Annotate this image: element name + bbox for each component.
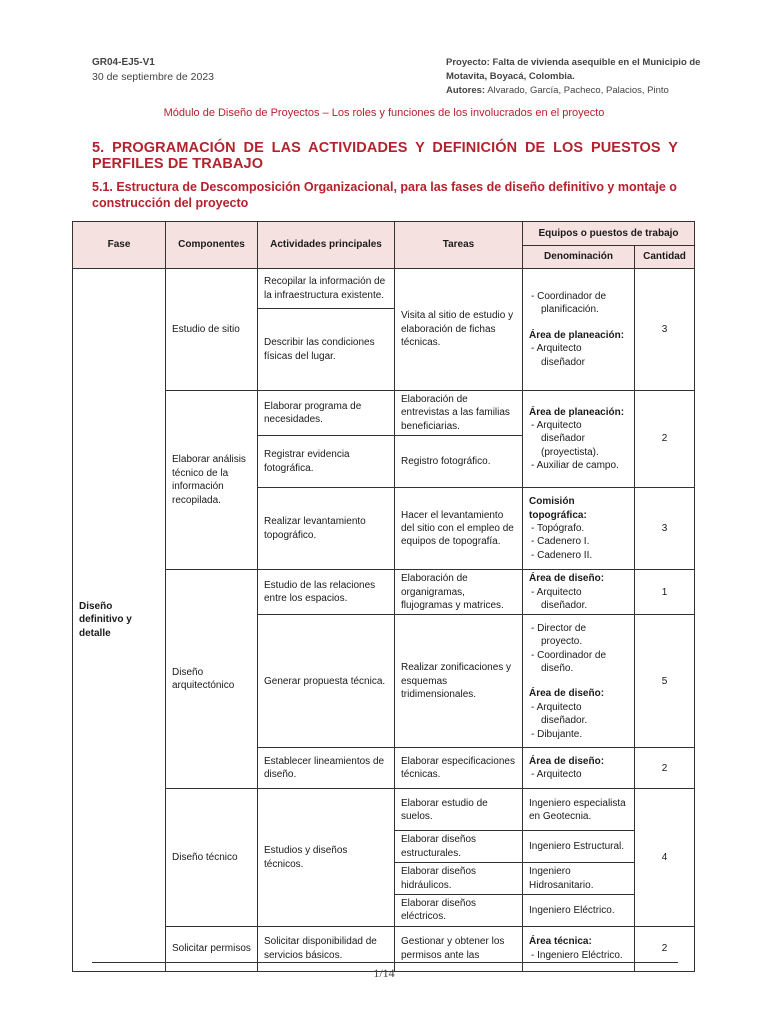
activity-cell: Recopilar la información de la infraestructura existente. [258,269,395,309]
role-group: Área de diseño: [529,756,605,768]
role-cell [523,391,635,488]
header-componentes: Componentes [166,222,258,269]
task-cell: Elaborar estudio de suelos. [395,789,523,831]
role-item: - Arquitecto diseñador. [529,701,628,728]
header-actividades: Actividades principales [258,222,395,269]
role-item: - Cadenero II. [529,549,628,562]
activity-cell: Describir las condiciones físicas del lugar. [258,309,395,391]
project-label: Proyecto: [446,57,490,68]
role-item: - Coordinador de planificación. [529,290,628,317]
role-group: Comisión topográfica: [529,496,587,521]
activity-cell: Registrar evidencia fotográfica. [258,436,395,488]
component-cell: Diseño arquitectónico [166,570,258,789]
activity-cell: Realizar levantamiento topográfico. [258,488,395,570]
quantity-cell: 3 [635,269,695,391]
authors-value: Alvarado, García, Pacheco, Palacios, Pinto [487,85,669,96]
role-item: - Arquitecto diseñador [529,342,628,369]
role-item: - Director de proyecto. [529,622,628,649]
role-cell: Ingeniero Estructural. [523,831,635,863]
header-fase: Fase [73,222,166,269]
header-cantidad: Cantidad [635,246,695,269]
document-date: 30 de septiembre de 2023 [92,71,215,83]
role-group: Área de planeación: [529,406,625,418]
organizational-breakdown-table [72,221,695,972]
role-group: Área de diseño: [529,573,605,585]
header-tareas: Tareas [395,222,523,269]
role-cell: Ingeniero Eléctrico. [523,895,635,927]
authors-label: Autores: [446,85,486,96]
role-group: Área de diseño: [529,688,605,700]
page-number: 1/14 [373,966,395,980]
role-item: - Coordinador de diseño. [529,649,628,676]
subsection-heading: 5.1. Estructura de Descomposición Organizacional, para las fases de diseño definitivo y montaje o construcción del proyecto [92,180,677,210]
task-cell: Realizar zonificaciones y esquemas tridimensionales. [395,615,523,748]
role-item: - Cadenero I. [529,535,628,548]
role-item: - Ingeniero Eléctrico. [529,949,628,962]
role-item: - Arquitecto [529,768,628,781]
section-heading: 5. PROGRAMACIÓN DE LAS ACTIVIDADES Y DEFINICIÓN DE LOS PUESTOS Y PERFILES DE TRABAJO [92,140,678,172]
quantity-cell: 1 [635,570,695,615]
header-equipos: Equipos o puestos de trabajo [523,222,695,246]
quantity-cell: 3 [635,488,695,570]
activity-cell: Estudios y diseños técnicos. [258,789,395,926]
role-item: - Dibujante. [529,728,628,741]
activity-cell: Estudio de las relaciones entre los espacios. [258,570,395,615]
task-cell: Elaborar especificaciones técnicas. [395,748,523,789]
role-cell [523,926,635,971]
quantity-cell: 2 [635,748,695,789]
role-item: - Topógrafo. [529,522,628,535]
role-cell [523,615,635,748]
task-cell: Visita al sitio de estudio y elaboración de fichas técnicas. [395,269,523,391]
project-value: Falta de vivienda asequible en el Municipio de Motavita, Boyacá, Colombia. [446,57,701,82]
task-cell: Elaborar diseños hidráulicos. [395,863,523,895]
component-cell: Solicitar permisos [166,926,258,971]
task-cell: Elaborar diseños estructurales. [395,831,523,863]
component-cell: Estudio de sitio [166,269,258,391]
activity-cell: Elaborar programa de necesidades. [258,391,395,436]
task-cell: Elaborar diseños eléctricos. [395,895,523,927]
component-cell: Diseño técnico [166,789,258,926]
project-info [446,56,716,98]
task-cell: Registro fotográfico. [395,436,523,488]
activity-cell: Generar propuesta técnica. [258,615,395,748]
quantity-cell: 2 [635,391,695,488]
module-title: Módulo de Diseño de Proyectos – Los roles y funciones de los involucrados en el proyecto [163,107,605,119]
document-code: GR04-EJ5-V1 [92,57,155,68]
quantity-cell: 2 [635,926,695,971]
role-cell [523,570,635,615]
role-group: Área técnica: [529,936,592,948]
task-cell: Elaboración de organigramas, flujogramas y matrices. [395,570,523,615]
task-cell: Elaboración de entrevistas a las familias beneficiarias. [395,391,523,436]
task-cell: Hacer el levantamiento del sitio con el empleo de equipos de topografía. [395,488,523,570]
role-item: - Arquitecto diseñador (proyectista). [529,419,628,459]
quantity-cell: 5 [635,615,695,748]
task-cell: Gestionar y obtener los permisos ante las [395,926,523,971]
quantity-cell: 4 [635,789,695,926]
role-cell: Ingeniero especialista en Geotecnia. [523,789,635,831]
activity-cell: Establecer lineamientos de diseño. [258,748,395,789]
role-cell [523,269,635,391]
component-cell: Elaborar análisis técnico de la información recopilada. [166,391,258,570]
role-item: - Auxiliar de campo. [529,459,628,472]
role-cell: Ingeniero Hidrosanitario. [523,863,635,895]
footer-divider [92,962,678,963]
role-item: - Arquitecto diseñador. [529,586,628,613]
activity-cell: Solicitar disponibilidad de servicios básicos. [258,926,395,971]
role-group: Área de planeación: [529,329,625,341]
phase-cell: Diseño definitivo y detalle [73,269,166,972]
role-cell [523,488,635,570]
header-denominacion: Denominación [523,246,635,269]
role-cell [523,748,635,789]
